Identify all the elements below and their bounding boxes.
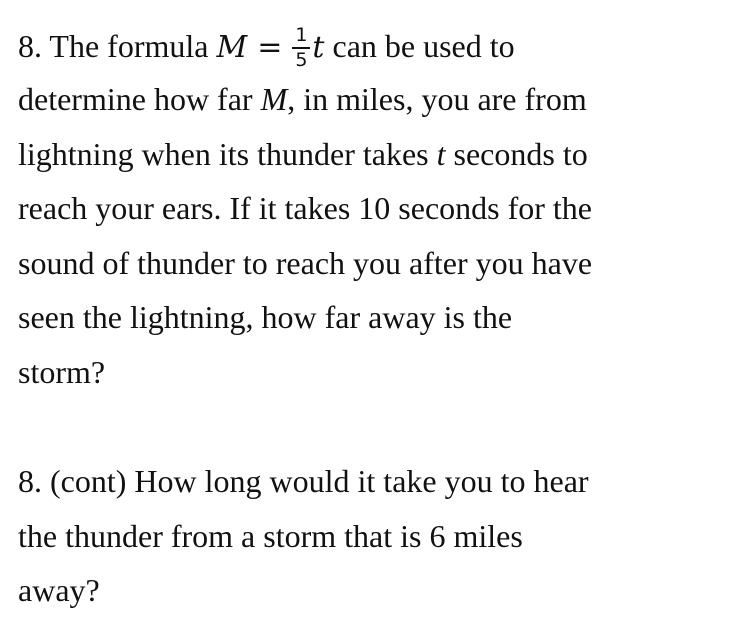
formula-fraction — [292, 23, 310, 71]
variable-m: M — [260, 81, 288, 117]
question-8 — [18, 22, 733, 399]
question-8-line-4: reach your ears. If it takes 10 seconds for the — [18, 190, 592, 226]
question-8-line-1 — [18, 22, 733, 72]
question-8-cont-line-3: away? — [18, 572, 100, 608]
formula-equals: = — [257, 30, 283, 65]
question-8-line-1-rest: can be used to — [324, 28, 515, 64]
variable-t: t — [436, 135, 446, 172]
question-8-line-2-a: determine how far — [18, 81, 261, 117]
question-8-line-2-b: , in miles, you are from — [287, 81, 587, 117]
formula-variable-m: M — [216, 30, 248, 65]
question-8-cont — [18, 454, 733, 618]
question-8-cont-line-1: 8. (cont) How long would it take you to hear — [18, 463, 589, 499]
worksheet-text — [18, 22, 733, 618]
question-8-line-2 — [18, 72, 733, 127]
question-8-line-3-b: seconds to — [445, 135, 588, 172]
question-gap — [18, 399, 733, 454]
question-8-line-6: seen the lightning, how far away is the — [18, 299, 513, 335]
formula-variable-t: t — [312, 30, 325, 65]
question-8-line-7: storm? — [18, 353, 106, 390]
question-8-line-3-a: lightning when its thunder takes — [18, 135, 437, 172]
fraction-numerator: 1 — [295, 23, 308, 46]
question-8-prefix: 8. The formula — [18, 28, 217, 64]
question-8-line-3 — [18, 127, 733, 182]
question-8-cont-line-2: the thunder from a storm that is 6 miles — [18, 517, 523, 554]
question-8-line-5: sound of thunder to reach you after you have — [18, 244, 593, 281]
fraction-denominator: 5 — [292, 47, 310, 70]
